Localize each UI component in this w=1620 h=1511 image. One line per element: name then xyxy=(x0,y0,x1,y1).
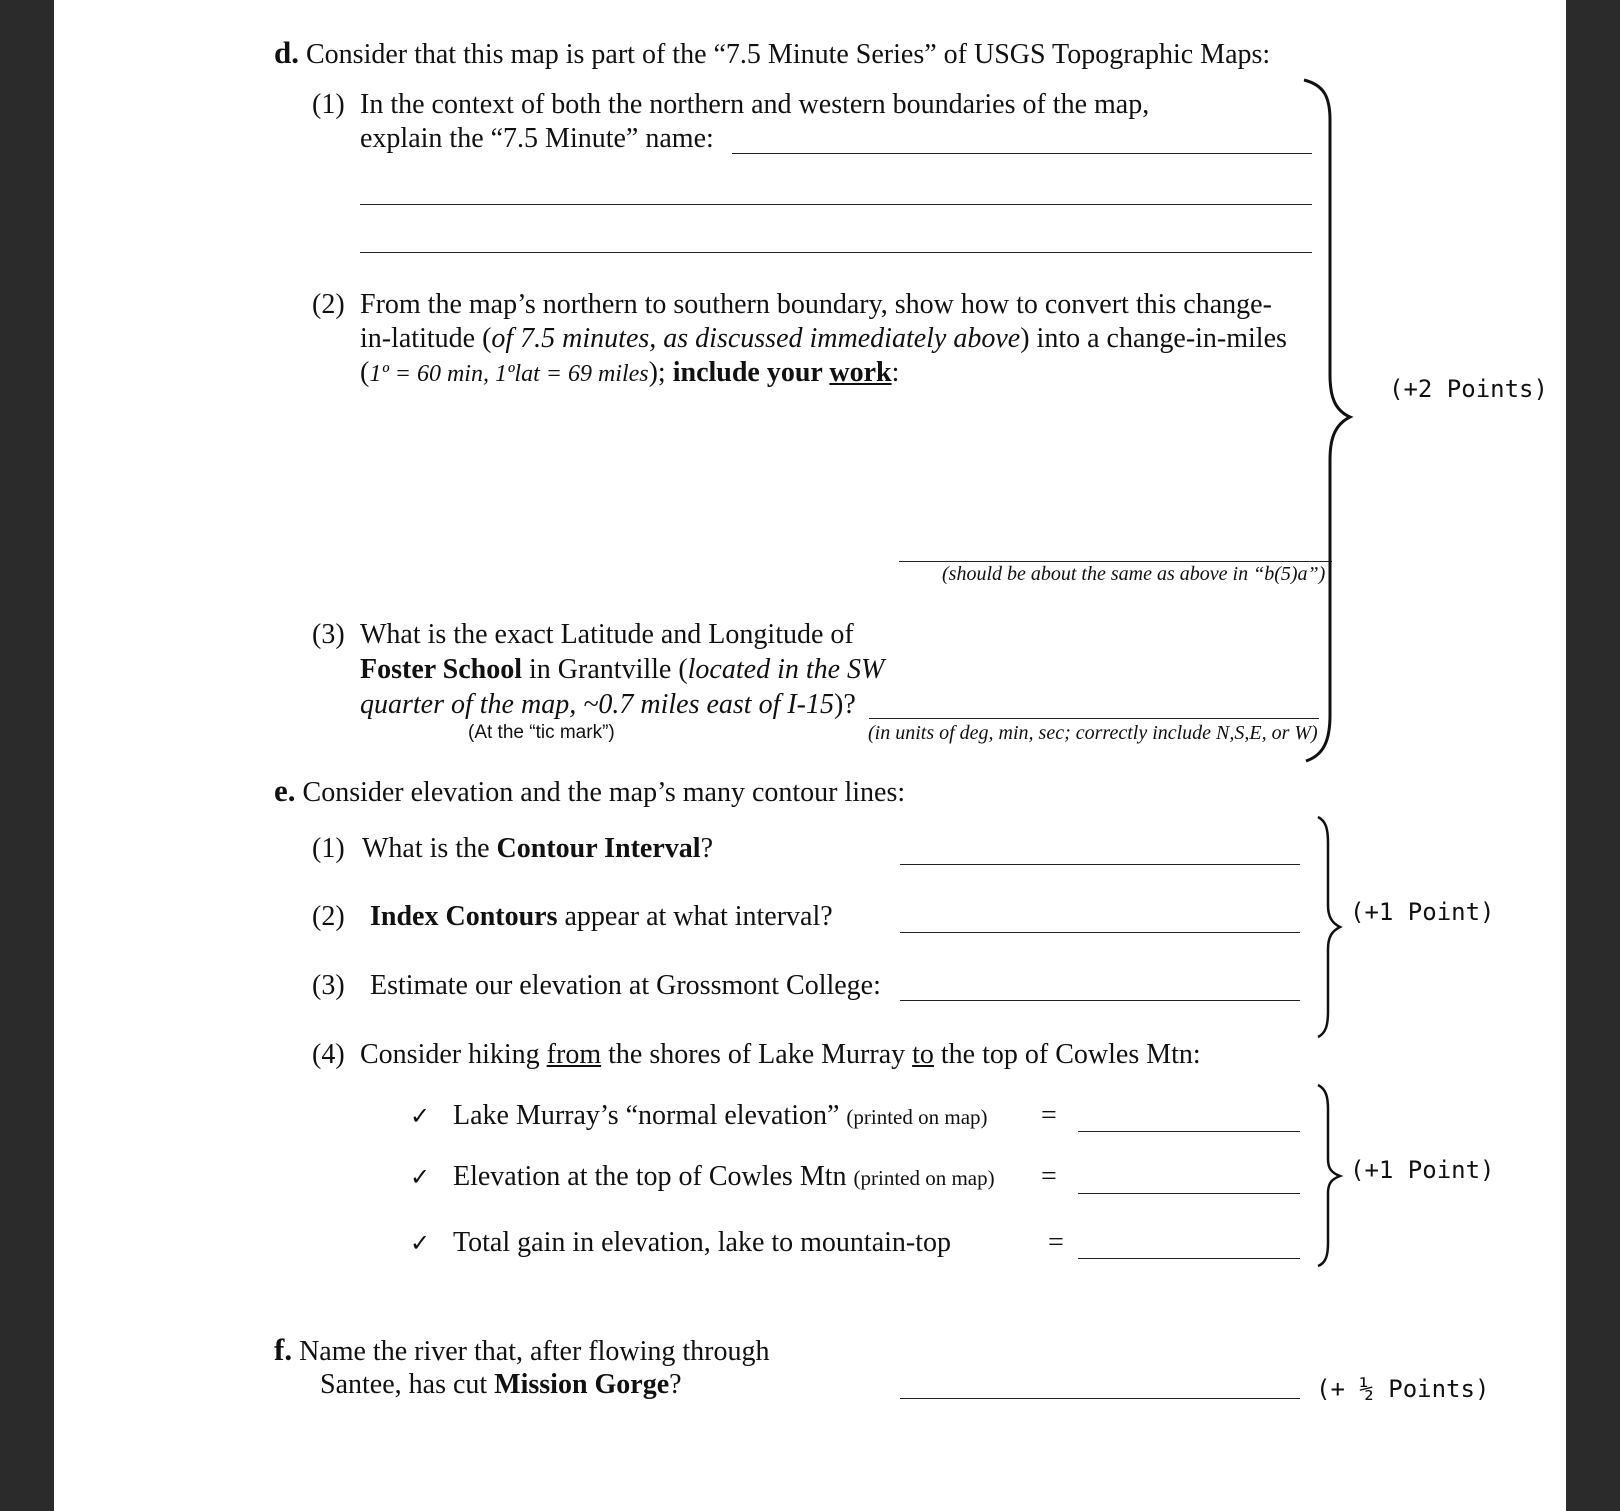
d1-answer-line-2[interactable] xyxy=(360,204,1312,205)
section-f-letter: f. xyxy=(274,1332,293,1367)
d2-question-line3: (1º = 60 min, 1ºlat = 69 miles); include your work: xyxy=(360,357,900,388)
e4-item-2-answer-line[interactable] xyxy=(1078,1193,1300,1194)
check-icon: ✓ xyxy=(410,1229,431,1257)
d3-number: (3) xyxy=(312,619,345,650)
d3-question-line2: Foster School in Grantville (located in the SW xyxy=(360,654,885,685)
e3-answer-line[interactable] xyxy=(900,1000,1300,1001)
e4-item-1: Lake Murray’s “normal elevation” (printed on map) xyxy=(453,1100,988,1131)
d-points-brace xyxy=(1294,75,1374,765)
d2-question-line1: From the map’s northern to southern boundary, show how to convert this change- xyxy=(360,289,1272,320)
d3-tic-note: (At the “tic mark”) xyxy=(468,722,615,743)
e-points-label-2: (+1 Point) xyxy=(1350,1156,1495,1184)
e2-number: (2) xyxy=(312,901,345,932)
e2-answer-line[interactable] xyxy=(900,932,1300,933)
e-points-label-1: (+1 Point) xyxy=(1350,898,1495,926)
e3-number: (3) xyxy=(312,970,345,1001)
d2-question-line2: in-latitude (of 7.5 minutes, as discussed immediately above) into a change-in-miles xyxy=(360,323,1287,354)
e4-item-2-equals: = xyxy=(1041,1161,1057,1192)
d1-answer-line-1[interactable] xyxy=(732,153,1312,154)
d3-question-line3: quarter of the map, ~0.7 miles east of I-15)? xyxy=(360,689,856,720)
e4-item-3-equals: = xyxy=(1048,1227,1064,1258)
section-f-line2: Santee, has cut Mission Gorge? xyxy=(320,1369,682,1400)
e2-question: Index Contours appear at what interval? xyxy=(370,901,833,932)
worksheet-page xyxy=(54,0,1566,1511)
e4-item-1-answer-line[interactable] xyxy=(1078,1131,1300,1132)
d1-question-line2: explain the “7.5 Minute” name: xyxy=(360,123,714,154)
d2-answer-hint: (should be about the same as above in “b(5)a”) xyxy=(942,563,1326,585)
f-points-label: (+ ½ Points) xyxy=(1316,1375,1490,1403)
d3-answer-line[interactable] xyxy=(869,718,1319,719)
e4-item-1-equals: = xyxy=(1041,1100,1057,1131)
e-points-brace-2 xyxy=(1314,1083,1354,1268)
e4-number: (4) xyxy=(312,1039,345,1070)
e1-number: (1) xyxy=(312,833,345,864)
e4-item-3: Total gain in elevation, lake to mountain-top xyxy=(453,1227,952,1258)
section-e-intro: e. Consider elevation and the map’s many contour lines: xyxy=(274,773,906,808)
f-answer-line[interactable] xyxy=(900,1398,1300,1399)
e4-item-2: Elevation at the top of Cowles Mtn (printed on map) xyxy=(453,1161,995,1192)
check-icon: ✓ xyxy=(410,1102,431,1130)
d-points-label: (+2 Points) xyxy=(1389,375,1548,403)
e4-question: Consider hiking from the shores of Lake Murray to the top of Cowles Mtn: xyxy=(360,1039,1201,1070)
e1-answer-line[interactable] xyxy=(900,864,1300,865)
e1-question: What is the Contour Interval? xyxy=(362,833,714,864)
e-points-brace-1 xyxy=(1314,815,1354,1040)
e4-item-3-answer-line[interactable] xyxy=(1078,1258,1300,1259)
d3-question-line1: What is the exact Latitude and Longitude of xyxy=(360,619,854,650)
d1-number: (1) xyxy=(312,89,345,120)
d1-question-line1: In the context of both the northern and western boundaries of the map, xyxy=(360,89,1150,120)
section-e-letter: e. xyxy=(274,773,296,808)
d1-answer-line-3[interactable] xyxy=(360,252,1312,253)
check-icon: ✓ xyxy=(410,1163,431,1191)
section-d-intro: d. Consider that this map is part of the “7.5 Minute Series” of USGS Topographic Maps: xyxy=(274,35,1271,70)
section-d-letter: d. xyxy=(274,35,299,70)
d2-number: (2) xyxy=(312,289,345,320)
section-f-line1: f. Name the river that, after flowing through xyxy=(274,1332,770,1367)
e3-question: Estimate our elevation at Grossmont College: xyxy=(370,970,881,1001)
d3-answer-hint: (in units of deg, min, sec; correctly include N,S,E, or W) xyxy=(868,722,1318,744)
